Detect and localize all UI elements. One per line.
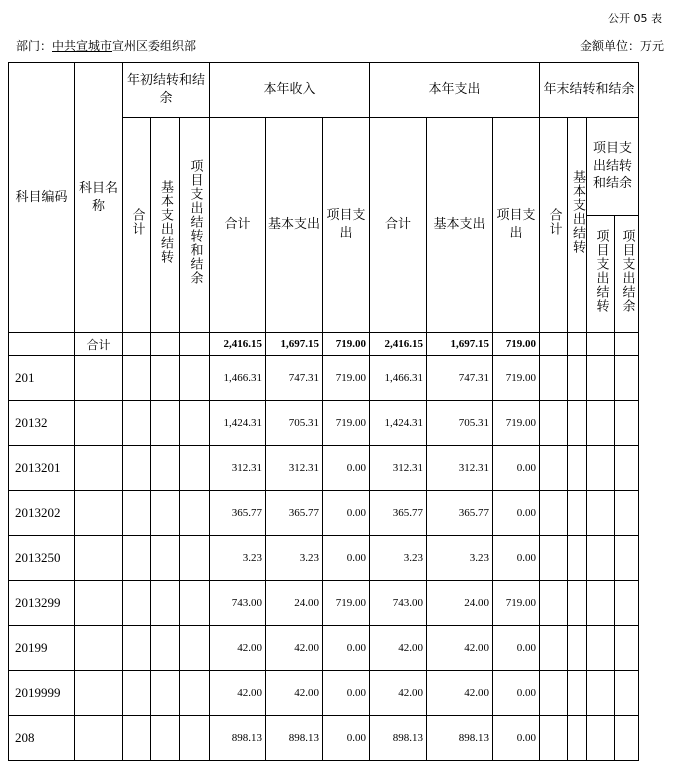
department-line — [16, 37, 196, 54]
begin-project-cell — [180, 356, 210, 401]
end-total-cell — [540, 446, 568, 491]
table-row — [9, 491, 639, 536]
expense-total-cell: 42.00 — [370, 626, 427, 671]
end-total-cell — [540, 626, 568, 671]
expense-total-cell: 1,466.31 — [370, 356, 427, 401]
expense-basic-cell: 24.00 — [427, 581, 493, 626]
begin-basic-cell — [151, 536, 180, 581]
end-basic-cell — [568, 401, 587, 446]
end-basic-cell — [568, 626, 587, 671]
header-end-project-balance-label: 项目支出结余 — [619, 229, 635, 314]
income-basic-cell: 42.00 — [266, 626, 323, 671]
income-project-cell: 0.00 — [323, 536, 370, 581]
header-name: 科目名称 — [75, 63, 123, 333]
begin-basic-cell — [151, 446, 180, 491]
name-cell — [75, 446, 123, 491]
income-total-cell: 898.13 — [210, 716, 266, 761]
begin-basic-cell — [151, 671, 180, 716]
income-project-cell: 0.00 — [323, 716, 370, 761]
end-total-cell — [540, 491, 568, 536]
name-cell — [75, 581, 123, 626]
total-end-basic — [568, 333, 587, 356]
table-row — [9, 536, 639, 581]
begin-basic-cell — [151, 356, 180, 401]
income-total-cell: 365.77 — [210, 491, 266, 536]
end-project-balance-cell — [615, 716, 639, 761]
expense-basic-cell: 365.77 — [427, 491, 493, 536]
income-basic-cell: 42.00 — [266, 671, 323, 716]
income-project-cell: 0.00 — [323, 446, 370, 491]
income-project-cell: 0.00 — [323, 626, 370, 671]
header-begin-total-label: 合计 — [129, 208, 145, 237]
total-label: 合计 — [75, 333, 123, 356]
income-basic-cell: 365.77 — [266, 491, 323, 536]
header-end-basic — [568, 118, 587, 333]
income-project-cell: 719.00 — [323, 401, 370, 446]
header-end-project-carry — [587, 216, 615, 333]
header-end-total-label: 合计 — [546, 208, 562, 237]
end-project-carry-cell — [587, 626, 615, 671]
total-end-project-balance — [615, 333, 639, 356]
end-total-cell — [540, 716, 568, 761]
expense-basic-cell: 42.00 — [427, 671, 493, 716]
header-begin-project — [180, 118, 210, 333]
begin-project-cell — [180, 536, 210, 581]
end-project-carry-cell — [587, 671, 615, 716]
begin-basic-cell — [151, 716, 180, 761]
total-code-cell — [9, 333, 75, 356]
end-basic-cell — [568, 671, 587, 716]
name-cell — [75, 401, 123, 446]
code-cell: 20199 — [9, 626, 75, 671]
begin-project-cell — [180, 626, 210, 671]
expense-project-cell: 0.00 — [493, 536, 540, 581]
header-begin-basic-label: 基本支出结转 — [158, 180, 173, 265]
expense-project-cell: 719.00 — [493, 401, 540, 446]
header-income-total: 合计 — [210, 118, 266, 333]
total-income-project: 719.00 — [323, 333, 370, 356]
income-basic-cell: 898.13 — [266, 716, 323, 761]
begin-total-cell — [123, 356, 151, 401]
total-income-total: 2,416.15 — [210, 333, 266, 356]
expense-total-cell: 312.31 — [370, 446, 427, 491]
code-cell: 2013299 — [9, 581, 75, 626]
total-expense-project: 719.00 — [493, 333, 540, 356]
end-project-carry-cell — [587, 356, 615, 401]
income-total-cell: 1,466.31 — [210, 356, 266, 401]
income-project-cell: 0.00 — [323, 671, 370, 716]
header-expense-total: 合计 — [370, 118, 427, 333]
begin-basic-cell — [151, 401, 180, 446]
total-begin-total — [123, 333, 151, 356]
header-end-project-balance — [615, 216, 639, 333]
income-total-cell: 3.23 — [210, 536, 266, 581]
total-expense-basic: 1,697.15 — [427, 333, 493, 356]
end-basic-cell — [568, 446, 587, 491]
table-row — [9, 446, 639, 491]
begin-total-cell — [123, 671, 151, 716]
income-basic-cell: 24.00 — [266, 581, 323, 626]
expense-project-cell: 0.00 — [493, 671, 540, 716]
expense-total-cell: 898.13 — [370, 716, 427, 761]
header-begin-total — [123, 118, 151, 333]
end-project-carry-cell — [587, 446, 615, 491]
name-cell — [75, 626, 123, 671]
begin-basic-cell — [151, 626, 180, 671]
expense-project-cell: 0.00 — [493, 626, 540, 671]
table-row — [9, 626, 639, 671]
total-begin-basic — [151, 333, 180, 356]
begin-project-cell — [180, 716, 210, 761]
table-row — [9, 716, 639, 761]
end-basic-cell — [568, 581, 587, 626]
income-project-cell: 0.00 — [323, 491, 370, 536]
expense-project-cell: 719.00 — [493, 581, 540, 626]
income-total-cell: 42.00 — [210, 626, 266, 671]
expense-project-cell: 0.00 — [493, 716, 540, 761]
header-end-group: 年末结转和结余 — [540, 63, 639, 118]
header-income-group: 本年收入 — [210, 63, 370, 118]
table-row — [9, 581, 639, 626]
department-org: 中共宣城市 — [52, 39, 113, 53]
header-begin-project-label: 项目支出结转和结余 — [187, 159, 203, 286]
end-project-balance-cell — [615, 626, 639, 671]
begin-total-cell — [123, 581, 151, 626]
income-total-cell: 1,424.31 — [210, 401, 266, 446]
amount-unit: 金额单位：万元 — [579, 39, 664, 53]
expense-total-cell: 42.00 — [370, 671, 427, 716]
income-basic-cell: 705.31 — [266, 401, 323, 446]
name-cell — [75, 716, 123, 761]
income-project-cell: 719.00 — [323, 356, 370, 401]
header-begin-basic — [151, 118, 180, 333]
header-end-total — [540, 118, 568, 333]
begin-project-cell — [180, 401, 210, 446]
end-project-balance-cell — [615, 401, 639, 446]
income-basic-cell: 747.31 — [266, 356, 323, 401]
end-project-carry-cell — [587, 716, 615, 761]
header-begin-group: 年初结转和结余 — [123, 63, 210, 118]
begin-project-cell — [180, 491, 210, 536]
end-project-balance-cell — [615, 671, 639, 716]
expense-project-cell: 0.00 — [493, 491, 540, 536]
table-row — [9, 671, 639, 716]
header-income-project: 项目支出 — [323, 118, 370, 333]
total-end-total — [540, 333, 568, 356]
code-cell: 2019999 — [9, 671, 75, 716]
header-expense-basic: 基本支出 — [427, 118, 493, 333]
expense-total-cell: 3.23 — [370, 536, 427, 581]
end-total-cell — [540, 581, 568, 626]
begin-project-cell — [180, 446, 210, 491]
income-total-cell: 743.00 — [210, 581, 266, 626]
total-end-project-carry — [587, 333, 615, 356]
expense-basic-cell: 42.00 — [427, 626, 493, 671]
end-total-cell — [540, 536, 568, 581]
end-total-cell — [540, 356, 568, 401]
total-expense-total: 2,416.15 — [370, 333, 427, 356]
begin-total-cell — [123, 446, 151, 491]
income-total-cell: 42.00 — [210, 671, 266, 716]
table-body — [9, 333, 639, 761]
expense-basic-cell: 705.31 — [427, 401, 493, 446]
expense-project-cell: 0.00 — [493, 446, 540, 491]
expense-total-cell: 1,424.31 — [370, 401, 427, 446]
begin-total-cell — [123, 716, 151, 761]
end-basic-cell — [568, 716, 587, 761]
end-project-balance-cell — [615, 491, 639, 536]
name-cell — [75, 356, 123, 401]
begin-basic-cell — [151, 581, 180, 626]
begin-total-cell — [123, 536, 151, 581]
income-project-cell: 719.00 — [323, 581, 370, 626]
header-end-project-group: 项目支出结转和结余 — [587, 118, 639, 216]
end-total-cell — [540, 401, 568, 446]
code-cell: 2013202 — [9, 491, 75, 536]
code-cell: 208 — [9, 716, 75, 761]
code-cell: 201 — [9, 356, 75, 401]
begin-total-cell — [123, 626, 151, 671]
name-cell — [75, 491, 123, 536]
header-end-project-carry-label: 项目支出结转 — [593, 229, 609, 314]
end-project-carry-cell — [587, 581, 615, 626]
end-basic-cell — [568, 536, 587, 581]
end-project-balance-cell — [615, 446, 639, 491]
end-project-carry-cell — [587, 536, 615, 581]
department-label: 部门： — [16, 39, 53, 53]
total-income-basic: 1,697.15 — [266, 333, 323, 356]
table-row — [9, 401, 639, 446]
end-project-balance-cell — [615, 581, 639, 626]
header-expense-group: 本年支出 — [370, 63, 540, 118]
total-row — [9, 333, 639, 356]
header-code: 科目编码 — [9, 63, 75, 333]
expense-total-cell: 743.00 — [370, 581, 427, 626]
form-code: 公开 05 表 — [608, 12, 662, 25]
header-income-basic: 基本支出 — [266, 118, 323, 333]
begin-basic-cell — [151, 491, 180, 536]
end-project-carry-cell — [587, 401, 615, 446]
table-row — [9, 356, 639, 401]
income-basic-cell: 3.23 — [266, 536, 323, 581]
end-project-balance-cell — [615, 536, 639, 581]
begin-project-cell — [180, 671, 210, 716]
name-cell — [75, 671, 123, 716]
end-project-carry-cell — [587, 491, 615, 536]
code-cell: 2013201 — [9, 446, 75, 491]
header-end-basic-label: 基本支出结转 — [570, 170, 585, 254]
name-cell — [75, 536, 123, 581]
end-basic-cell — [568, 356, 587, 401]
code-cell: 2013250 — [9, 536, 75, 581]
expense-basic-cell: 898.13 — [427, 716, 493, 761]
total-begin-project — [180, 333, 210, 356]
expense-basic-cell: 3.23 — [427, 536, 493, 581]
end-project-balance-cell — [615, 356, 639, 401]
begin-project-cell — [180, 581, 210, 626]
header-expense-project: 项目支出 — [493, 118, 540, 333]
budget-table — [8, 62, 639, 761]
code-cell: 20132 — [9, 401, 75, 446]
begin-total-cell — [123, 491, 151, 536]
begin-total-cell — [123, 401, 151, 446]
expense-total-cell: 365.77 — [370, 491, 427, 536]
end-total-cell — [540, 671, 568, 716]
expense-basic-cell: 312.31 — [427, 446, 493, 491]
income-total-cell: 312.31 — [210, 446, 266, 491]
end-basic-cell — [568, 491, 587, 536]
department-unit: 宣州区委组织部 — [112, 39, 197, 53]
income-basic-cell: 312.31 — [266, 446, 323, 491]
expense-basic-cell: 747.31 — [427, 356, 493, 401]
expense-project-cell: 719.00 — [493, 356, 540, 401]
